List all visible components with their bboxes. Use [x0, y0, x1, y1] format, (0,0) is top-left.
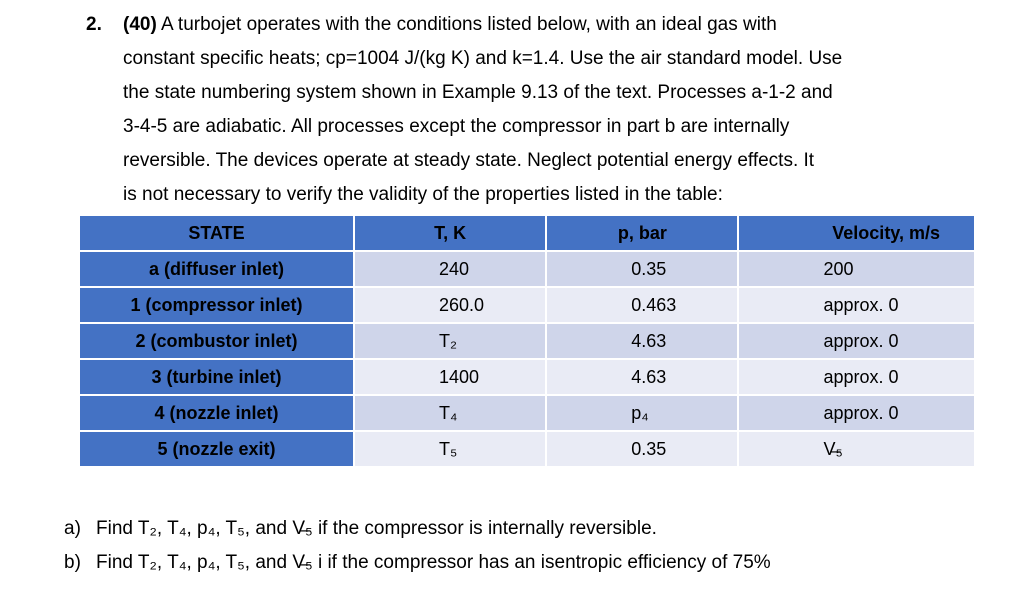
- table-header-row: [80, 216, 974, 250]
- problem-line-5: reversible. The devices operate at steady state. Neglect potential energy effects. It: [123, 150, 815, 171]
- problem-line-4: 3-4-5 are adiabatic. All processes except the compressor in part b are internally: [123, 116, 790, 137]
- state-properties-table: [78, 214, 976, 468]
- velocity-cell: approx. 0: [739, 324, 974, 358]
- table-row: [80, 288, 974, 322]
- pressure-cell: 0.463: [547, 288, 737, 322]
- pressure-cell: 0.35: [547, 252, 737, 286]
- part-a-label: a): [64, 518, 81, 539]
- part-a-text: Find T₂, T₄, p₄, T₅, and V̶₅ if the compressor is internally reversible.: [96, 518, 657, 539]
- temperature-cell: T₄: [355, 396, 545, 430]
- pressure-cell: 4.63: [547, 360, 737, 394]
- state-cell: 1 (compressor inlet): [80, 288, 353, 322]
- pressure-cell: 0.35: [547, 432, 737, 466]
- part-b-text: Find T₂, T₄, p₄, T₅, and V̶₅ i if the compressor has an isentropic efficiency of 75%: [96, 552, 771, 573]
- state-cell: 2 (combustor inlet): [80, 324, 353, 358]
- temperature-cell: 1400: [355, 360, 545, 394]
- problem-line-1: (40) A turbojet operates with the conditions listed below, with an ideal gas with: [123, 14, 777, 35]
- part-a: [64, 512, 771, 546]
- problem-body: [123, 8, 986, 212]
- problem-line-2: constant specific heats; cp=1004 J/(kg K) and k=1.4. Use the air standard model. Use: [123, 48, 843, 69]
- temperature-cell: 260.0: [355, 288, 545, 322]
- state-cell: 4 (nozzle inlet): [80, 396, 353, 430]
- header-state: STATE: [80, 216, 353, 250]
- temperature-cell: 240: [355, 252, 545, 286]
- table-row: [80, 252, 974, 286]
- velocity-cell: approx. 0: [739, 288, 974, 322]
- problem-line-3: the state numbering system shown in Example 9.13 of the text. Processes a-1-2 and: [123, 82, 833, 103]
- problem-line-6: is not necessary to verify the validity of the properties listed in the table:: [123, 184, 723, 205]
- problem-points: (40): [123, 14, 157, 35]
- state-cell: a (diffuser inlet): [80, 252, 353, 286]
- table-row: [80, 432, 974, 466]
- temperature-cell: T₅: [355, 432, 545, 466]
- velocity-cell: 200: [739, 252, 974, 286]
- part-b-label: b): [64, 552, 81, 573]
- problem-statement: [86, 8, 986, 212]
- velocity-cell: V̶₅: [739, 432, 974, 466]
- state-cell: 3 (turbine inlet): [80, 360, 353, 394]
- part-b: [64, 546, 771, 580]
- table-row: [80, 396, 974, 430]
- temperature-cell: T₂: [355, 324, 545, 358]
- problem-number: 2.: [86, 14, 102, 35]
- pressure-cell: p₄: [547, 396, 737, 430]
- header-pressure: p, bar: [547, 216, 737, 250]
- velocity-cell: approx. 0: [739, 396, 974, 430]
- question-parts: [64, 512, 771, 580]
- table-row: [80, 324, 974, 358]
- header-velocity: Velocity, m/s: [739, 216, 974, 250]
- pressure-cell: 4.63: [547, 324, 737, 358]
- velocity-cell: approx. 0: [739, 360, 974, 394]
- state-cell: 5 (nozzle exit): [80, 432, 353, 466]
- table-row: [80, 360, 974, 394]
- header-temperature: T, K: [355, 216, 545, 250]
